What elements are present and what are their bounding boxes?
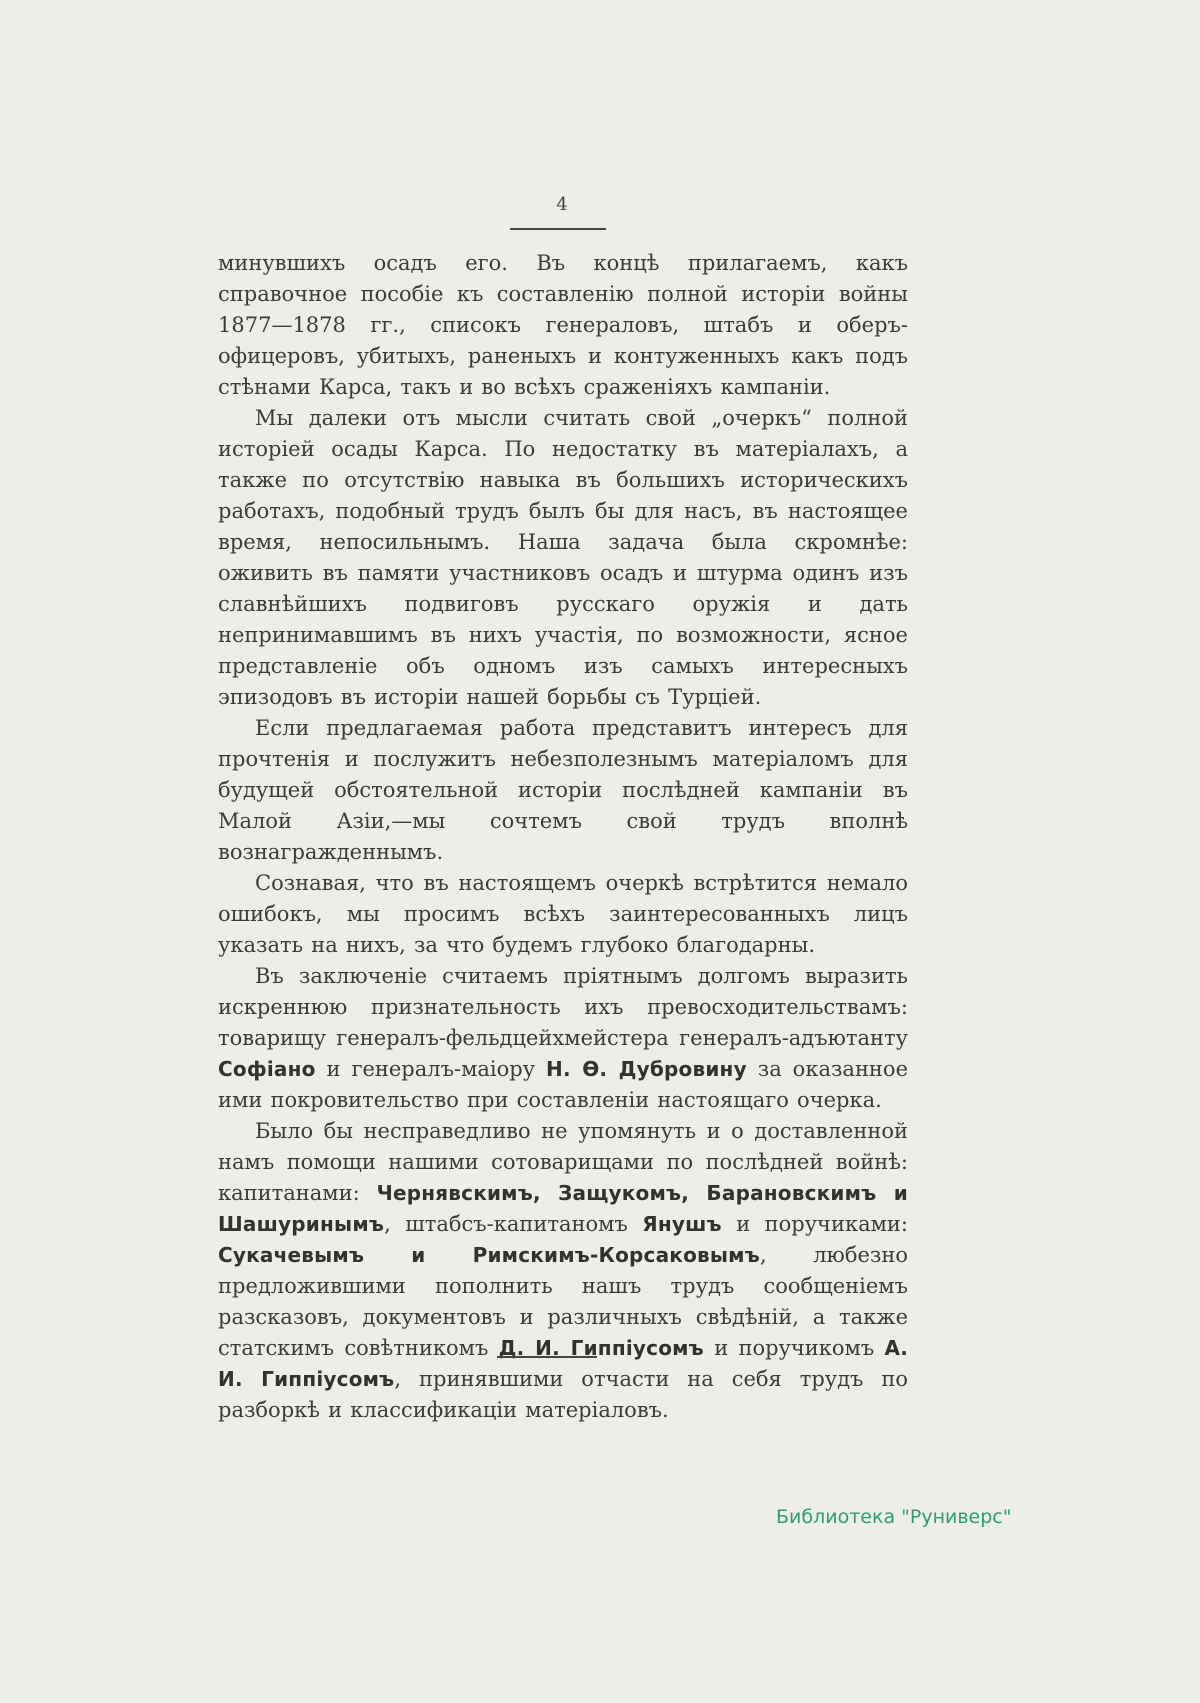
page-number-rule (510, 228, 606, 230)
footer-rule (497, 1356, 597, 1358)
text-run: Было бы несправедливо не упомянуть и о доставленной намъ помощи нашими сотоварищами по послѣдней войнѣ: капитанами: (218, 1119, 908, 1205)
person-name: А. И. Гиппіусомъ (218, 1336, 908, 1391)
text-run: Сознавая, что въ настоящемъ очеркѣ встрѣтится немало ошибокъ, мы просимъ всѣхъ заинтересованныхъ лицъ указать на нихъ, за что будемъ глубоко благодарны. (218, 871, 908, 957)
person-name: Чернявскимъ, Защукомъ, Барановскимъ и Шашуринымъ (218, 1181, 908, 1236)
text-run: за оказанное ими покровительство при составленіи настоящаго очерка. (218, 1057, 909, 1112)
person-name: Софіано (218, 1057, 316, 1081)
library-watermark: Библиотека "Руниверс" (776, 1506, 1012, 1528)
paragraph (218, 868, 908, 961)
person-name: Н. Ѳ. Дубровину (546, 1057, 747, 1081)
text-run: Если предлагаемая работа представитъ интересъ для прочтенія и послужитъ небезполезнымъ матеріаломъ для будущей обстоятельной исторіи послѣдней кампаніи въ Малой Азіи,—мы сочтемъ свой трудъ вполнѣ вознагражденнымъ. (218, 716, 908, 864)
paragraph (218, 713, 908, 868)
text-run: , штабсъ-капитаномъ (384, 1212, 643, 1236)
person-name: Д. И. Гиппіусомъ (498, 1336, 704, 1360)
text-block (218, 248, 908, 1426)
paragraph (218, 403, 908, 713)
person-name: Сукачевымъ и Римскимъ-Корсаковымъ (218, 1243, 760, 1267)
text-run: Мы далеки отъ мысли считать свой „очеркъ“ полной исторіей осады Карса. По недостатку въ матеріалахъ, а также по отсутствію навыка въ большихъ историческихъ работахъ, подобный трудъ былъ бы для насъ, въ настоящее время, непосильнымъ. Наша задача была скромнѣе: оживить въ памяти участниковъ осадъ и штурма одинъ изъ славнѣйшихъ подвиговъ русскаго оружія и дать непринимавшимъ въ нихъ участія, по возможности, ясное представленіе объ одномъ изъ самыхъ интересныхъ эпизодовъ въ исторіи нашей борьбы съ Турціей. (218, 406, 908, 709)
paragraph (218, 248, 908, 403)
text-run: и поручиками: (721, 1212, 908, 1236)
text-run: и поручикомъ (703, 1336, 885, 1360)
paragraph (218, 1116, 908, 1426)
page-number: 4 (556, 194, 568, 215)
text-run: и генералъ-маіору (315, 1057, 547, 1081)
text-run: , принявшими отчасти на себя трудъ по разборкѣ и классификаціи матеріаловъ. (218, 1367, 908, 1422)
text-run: Въ заключеніе считаемъ пріятнымъ долгомъ выразить искреннюю признательность ихъ превосходительствамъ: товарищу генералъ-фельдцейхмейстера генералъ-адъютанту (218, 964, 908, 1050)
text-run: , любезно предложившими пополнить нашъ трудъ сообщеніемъ разсказовъ, документовъ и различныхъ свѣдѣній, а также статскимъ совѣтникомъ (218, 1243, 909, 1360)
text-run: минувшихъ осадъ его. Въ концѣ прилагаемъ, какъ справочное пособіе къ составленію полной исторіи войны 1877—1878 гг., списокъ генераловъ, штабъ и оберъ-офицеровъ, убитыхъ, раненыхъ и контуженныхъ какъ подъ стѣнами Карса, такъ и во всѣхъ сраженіяхъ кампаніи. (218, 251, 908, 399)
person-name: Янушъ (642, 1212, 722, 1236)
paragraph (218, 961, 908, 1116)
